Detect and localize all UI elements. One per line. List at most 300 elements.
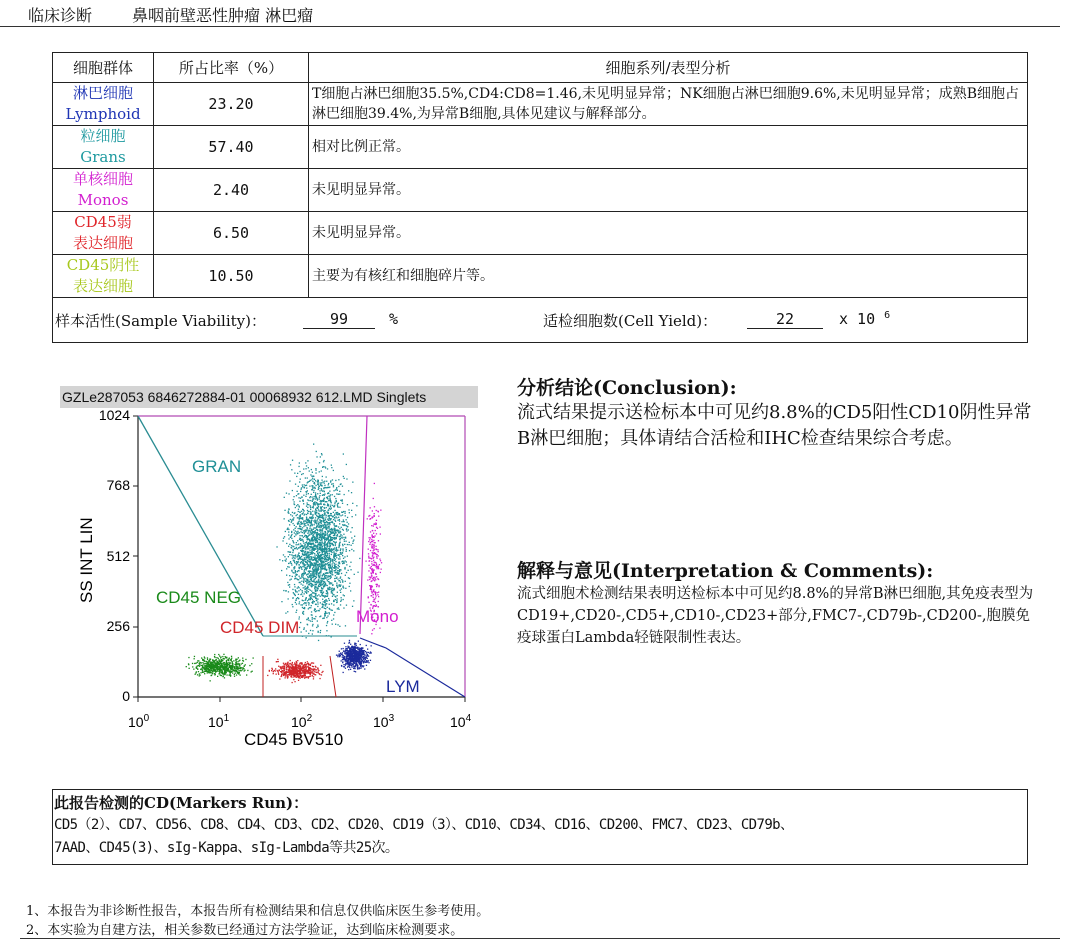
- event-dot: [208, 661, 209, 662]
- y-axis-label: SS INT LIN: [77, 517, 96, 603]
- event-dot: [380, 533, 381, 534]
- event-dot: [322, 537, 323, 538]
- event-dot: [360, 665, 361, 666]
- event-dot: [340, 586, 341, 587]
- event-dot: [212, 666, 213, 667]
- event-dot: [244, 670, 245, 671]
- event-dot: [333, 551, 334, 552]
- event-dot: [309, 572, 310, 573]
- event-dot: [295, 484, 296, 485]
- event-dot: [303, 611, 304, 612]
- event-dot: [318, 575, 319, 576]
- event-dot: [347, 544, 348, 545]
- event-dot: [325, 613, 326, 614]
- event-dot: [274, 670, 275, 671]
- event-dot: [322, 547, 323, 548]
- event-dot: [300, 528, 301, 529]
- event-dot: [297, 555, 298, 556]
- viability-label: 样本活性(Sample Viability)：: [55, 312, 266, 330]
- event-dot: [331, 567, 332, 568]
- event-dot: [364, 650, 365, 651]
- event-dot: [305, 552, 306, 553]
- event-dot: [230, 668, 231, 669]
- event-dot: [291, 579, 292, 580]
- event-dot: [313, 534, 314, 535]
- event-dot: [194, 658, 195, 659]
- event-dot: [304, 484, 305, 485]
- event-dot: [335, 564, 336, 565]
- event-dot: [341, 535, 342, 536]
- event-dot: [214, 654, 215, 655]
- event-dot: [317, 519, 318, 520]
- event-dot: [320, 596, 321, 597]
- event-dot: [292, 576, 293, 577]
- event-dot: [342, 552, 343, 553]
- event-dot: [338, 494, 339, 495]
- event-dot: [324, 543, 325, 544]
- event-dot: [312, 675, 313, 676]
- event-dot: [329, 491, 330, 492]
- event-dot: [334, 510, 335, 511]
- event-dot: [211, 675, 212, 676]
- event-dot: [303, 673, 304, 674]
- event-dot: [308, 504, 309, 505]
- event-dot: [227, 670, 228, 671]
- x-tick-exp: 4: [465, 713, 472, 724]
- event-dot: [299, 547, 300, 548]
- event-dot: [306, 630, 307, 631]
- event-dot: [327, 549, 328, 550]
- event-dot: [320, 570, 321, 571]
- event-dot: [322, 491, 323, 492]
- event-dot: [314, 585, 315, 586]
- event-dot: [321, 541, 322, 542]
- event-dot: [334, 537, 335, 538]
- event-dot: [310, 575, 311, 576]
- event-dot: [340, 590, 341, 591]
- event-dot: [291, 469, 292, 470]
- event-dot: [335, 575, 336, 576]
- event-dot: [312, 563, 313, 564]
- event-dot: [318, 489, 319, 490]
- event-dot: [340, 515, 341, 516]
- event-dot: [346, 549, 347, 550]
- event-dot: [297, 523, 298, 524]
- event-dot: [299, 481, 300, 482]
- event-dot: [359, 655, 360, 656]
- event-dot: [377, 511, 378, 512]
- event-dot: [310, 480, 311, 481]
- event-dot: [307, 560, 308, 561]
- event-dot: [368, 557, 369, 558]
- event-dot: [321, 587, 322, 588]
- event-dot: [288, 534, 289, 535]
- event-dot: [348, 669, 349, 670]
- event-dot: [313, 550, 314, 551]
- event-dot: [371, 534, 372, 535]
- event-dot: [213, 663, 214, 664]
- population-name-en: Grans: [80, 148, 126, 166]
- event-dot: [337, 520, 338, 521]
- flow-cytometry-plot: [60, 408, 480, 758]
- event-dot: [326, 527, 327, 528]
- event-dot: [376, 586, 377, 587]
- event-dot: [355, 654, 356, 655]
- event-dot: [317, 536, 318, 537]
- event-dot: [339, 653, 340, 654]
- event-dot: [222, 656, 223, 657]
- event-dot: [337, 512, 338, 513]
- event-dot: [339, 558, 340, 559]
- event-dot: [343, 650, 344, 651]
- event-dot: [343, 558, 344, 559]
- event-dot: [373, 601, 374, 602]
- event-dot: [342, 503, 343, 504]
- event-dot: [320, 544, 321, 545]
- event-dot: [314, 545, 315, 546]
- event-dot: [351, 646, 352, 647]
- event-dot: [306, 579, 307, 580]
- event-dot: [344, 643, 345, 644]
- event-dot: [352, 503, 353, 504]
- event-dot: [321, 454, 322, 455]
- event-dot: [296, 669, 297, 670]
- viability-value: 99: [303, 310, 375, 329]
- event-dot: [340, 542, 341, 543]
- cell-yield-unit-base: x 10: [839, 310, 876, 328]
- event-dot: [313, 529, 314, 530]
- event-dot: [226, 657, 227, 658]
- event-dot: [371, 539, 372, 540]
- event-dot: [317, 518, 318, 519]
- event-dot: [349, 642, 350, 643]
- event-dot: [294, 513, 295, 514]
- event-dot: [317, 521, 318, 522]
- event-dot: [336, 530, 337, 531]
- event-dot: [331, 603, 332, 604]
- event-dot: [336, 585, 337, 586]
- event-dot: [284, 518, 285, 519]
- event-dot: [317, 590, 318, 591]
- event-dot: [310, 532, 311, 533]
- event-dot: [323, 481, 324, 482]
- event-dot: [303, 587, 304, 588]
- event-dot: [313, 673, 314, 674]
- x-tick-base: 10: [450, 714, 466, 730]
- event-dot: [284, 536, 285, 537]
- event-dot: [357, 666, 358, 667]
- event-dot: [337, 578, 338, 579]
- event-dot: [375, 579, 376, 580]
- event-dot: [313, 585, 314, 586]
- event-dot: [345, 668, 346, 669]
- event-dot: [301, 489, 302, 490]
- event-dot: [345, 575, 346, 576]
- event-dot: [304, 664, 305, 665]
- event-dot: [317, 525, 318, 526]
- event-dot: [376, 520, 377, 521]
- event-dot: [295, 669, 296, 670]
- event-dot: [308, 608, 309, 609]
- event-dot: [303, 578, 304, 579]
- event-dot: [327, 544, 328, 545]
- event-dot: [314, 502, 315, 503]
- event-dot: [343, 511, 344, 512]
- event-dot: [308, 530, 309, 531]
- event-dot: [372, 556, 373, 557]
- event-dot: [320, 515, 321, 516]
- event-dot: [334, 496, 335, 497]
- event-dot: [340, 534, 341, 535]
- x-tick-exp: 3: [388, 713, 395, 724]
- event-dot: [329, 529, 330, 530]
- event-dot: [348, 665, 349, 666]
- event-dot: [316, 456, 317, 457]
- event-dot: [297, 579, 298, 580]
- event-dot: [343, 530, 344, 531]
- event-dot: [299, 521, 300, 522]
- event-dot: [347, 651, 348, 652]
- event-dot: [305, 676, 306, 677]
- event-dot: [331, 529, 332, 530]
- event-dot: [372, 530, 373, 531]
- event-dot: [330, 576, 331, 577]
- event-dot: [306, 590, 307, 591]
- event-dot: [327, 468, 328, 469]
- mono-gate-line: [360, 416, 367, 634]
- event-dot: [326, 501, 327, 502]
- event-dot: [314, 557, 315, 558]
- event-dot: [373, 589, 374, 590]
- event-dot: [310, 505, 311, 506]
- event-dot: [348, 570, 349, 571]
- event-dot: [234, 668, 235, 669]
- event-dot: [320, 567, 321, 568]
- event-dot: [316, 587, 317, 588]
- event-dot: [348, 646, 349, 647]
- event-dot: [286, 669, 287, 670]
- plot-header: GZLe287053 6846272884-01 00068932 612.LMD Singlets: [60, 386, 478, 408]
- event-dot: [223, 669, 224, 670]
- event-dot: [325, 615, 326, 616]
- event-dot: [308, 511, 309, 512]
- event-dot: [374, 523, 375, 524]
- event-dot: [316, 569, 317, 570]
- event-dot: [337, 503, 338, 504]
- event-dot: [350, 659, 351, 660]
- event-dot: [312, 489, 313, 490]
- event-dot: [308, 670, 309, 671]
- event-dot: [362, 657, 363, 658]
- event-dot: [296, 667, 297, 668]
- event-dot: [370, 567, 371, 568]
- event-dot: [368, 652, 369, 653]
- event-dot: [206, 670, 207, 671]
- event-dot: [351, 545, 352, 546]
- event-dot: [301, 540, 302, 541]
- event-dot: [293, 666, 294, 667]
- diagnosis-label: 临床诊断: [28, 6, 93, 25]
- event-dot: [373, 570, 374, 571]
- event-dot: [207, 657, 208, 658]
- event-dot: [320, 568, 321, 569]
- event-dot: [353, 665, 354, 666]
- event-dot: [249, 665, 250, 666]
- event-dot: [357, 651, 358, 652]
- event-dot: [280, 667, 281, 668]
- event-dot: [221, 659, 222, 660]
- event-dot: [294, 501, 295, 502]
- event-dot: [305, 468, 306, 469]
- event-dot: [307, 544, 308, 545]
- event-dot: [311, 479, 312, 480]
- event-dot: [292, 512, 293, 513]
- event-dot: [324, 498, 325, 499]
- event-dot: [219, 655, 220, 656]
- event-dot: [317, 550, 318, 551]
- event-dot: [312, 577, 313, 578]
- event-dot: [293, 499, 294, 500]
- event-dot: [288, 591, 289, 592]
- event-dot: [361, 667, 362, 668]
- event-dot: [267, 675, 268, 676]
- event-dot: [365, 662, 366, 663]
- markers-line: 7AAD、CD45(3)、sIg-Kappa、sIg-Lambda等共25次。: [54, 840, 399, 856]
- event-dot: [343, 534, 344, 535]
- event-dot: [308, 481, 309, 482]
- event-dot: [310, 590, 311, 591]
- event-dot: [323, 525, 324, 526]
- event-dot: [203, 672, 204, 673]
- event-dot: [313, 444, 314, 445]
- event-dot: [194, 656, 195, 657]
- event-dot: [334, 506, 335, 507]
- event-dot: [204, 663, 205, 664]
- event-dot: [336, 487, 337, 488]
- event-dot: [350, 569, 351, 570]
- event-dot: [288, 508, 289, 509]
- event-dot: [376, 554, 377, 555]
- event-dot: [338, 609, 339, 610]
- event-dot: [373, 577, 374, 578]
- event-dot: [276, 661, 277, 662]
- event-dot: [305, 669, 306, 670]
- event-dot: [216, 657, 217, 658]
- event-dot: [302, 592, 303, 593]
- event-dot: [338, 526, 339, 527]
- event-dot: [319, 495, 320, 496]
- y-tick-label: 256: [106, 618, 130, 634]
- event-dot: [331, 569, 332, 570]
- event-dot: [317, 581, 318, 582]
- event-dot: [305, 562, 306, 563]
- event-dot: [303, 667, 304, 668]
- event-dot: [326, 630, 327, 631]
- event-dot: [331, 540, 332, 541]
- event-dot: [287, 529, 288, 530]
- event-dot: [333, 524, 334, 525]
- event-dot: [318, 580, 319, 581]
- event-dot: [341, 660, 342, 661]
- event-dot: [298, 486, 299, 487]
- event-dot: [379, 527, 380, 528]
- event-dot: [301, 663, 302, 664]
- event-dot: [312, 633, 313, 634]
- event-dot: [366, 660, 367, 661]
- event-dot: [289, 579, 290, 580]
- event-dot: [210, 680, 211, 681]
- event-dot: [344, 544, 345, 545]
- event-dot: [320, 558, 321, 559]
- event-dot: [312, 625, 313, 626]
- event-dot: [293, 593, 294, 594]
- event-dot: [366, 645, 367, 646]
- event-dot: [210, 659, 211, 660]
- event-dot: [350, 644, 351, 645]
- event-dot: [366, 652, 367, 653]
- event-dot: [304, 545, 305, 546]
- event-dot: [315, 480, 316, 481]
- event-dot: [300, 589, 301, 590]
- event-dot: [288, 665, 289, 666]
- event-dot: [332, 543, 333, 544]
- event-dot: [371, 525, 372, 526]
- event-dot: [314, 482, 315, 483]
- event-dot: [309, 667, 310, 668]
- event-dot: [273, 673, 274, 674]
- event-dot: [333, 614, 334, 615]
- event-dot: [332, 588, 333, 589]
- event-dot: [298, 680, 299, 681]
- event-dot: [303, 577, 304, 578]
- event-dot: [351, 658, 352, 659]
- event-dot: [341, 579, 342, 580]
- event-dot: [247, 670, 248, 671]
- event-dot: [319, 547, 320, 548]
- event-dot: [370, 576, 371, 577]
- event-dot: [353, 668, 354, 669]
- event-dot: [283, 554, 284, 555]
- event-dot: [345, 658, 346, 659]
- event-dot: [339, 651, 340, 652]
- event-dot: [238, 673, 239, 674]
- event-dot: [332, 479, 333, 480]
- event-dot: [285, 663, 286, 664]
- event-dot: [371, 558, 372, 559]
- event-dot: [308, 617, 309, 618]
- event-dot: [376, 558, 377, 559]
- event-dot: [319, 497, 320, 498]
- event-dot: [231, 669, 232, 670]
- event-dot: [312, 531, 313, 532]
- event-dot: [313, 669, 314, 670]
- event-dot: [334, 503, 335, 504]
- event-dot: [373, 550, 374, 551]
- event-dot: [339, 563, 340, 564]
- event-dot: [319, 490, 320, 491]
- event-dot: [338, 532, 339, 533]
- event-dot: [204, 656, 205, 657]
- event-dot: [334, 530, 335, 531]
- event-dot: [299, 515, 300, 516]
- event-dot: [319, 462, 320, 463]
- event-dot: [317, 564, 318, 565]
- event-dot: [206, 661, 207, 662]
- event-dot: [307, 490, 308, 491]
- event-dot: [284, 510, 285, 511]
- event-dot: [349, 655, 350, 656]
- event-dot: [374, 545, 375, 546]
